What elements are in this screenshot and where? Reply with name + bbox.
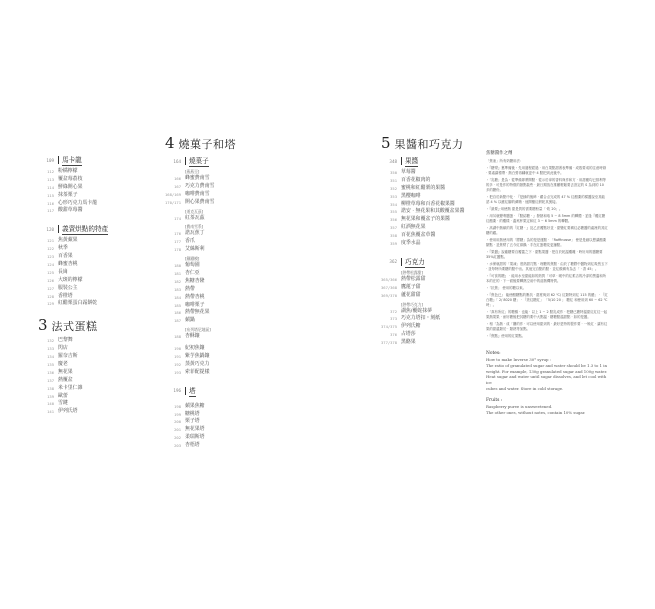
section-title: 燒菓子 [189,157,209,165]
chapter-4-heading [165,134,275,152]
entry-page-number: 193 [174,369,181,375]
entry-page-number: 359 [390,241,397,247]
spacer [165,377,275,385]
entry-title: 紅酒無花果 [401,224,426,231]
subsection-label: [費南雪系] [185,224,204,230]
entry-page-number: 350 [390,170,397,175]
entry-title: 閃店 [58,345,68,352]
entry-title: 服裝公主 [58,284,78,291]
entry-page-number: 185 [174,302,181,308]
entry-title: 熱帶松露甜 [401,275,426,282]
entry-page-number: 365/366 [381,276,398,282]
entry-title: 慶老 [58,361,68,368]
notes-english [486,351,608,415]
entry-title: 草莓醬 [401,169,416,175]
entry-page-number: 203 [174,443,181,449]
toc-entry [38,253,138,261]
entry-title: 蒸黃巧克力 [185,360,210,367]
entry-page-number: 367/368 [381,284,398,290]
subsection-label: [熱帶巧克力] [401,301,423,307]
entry-list [38,168,138,215]
entry-title: 鮮綠開心果 [58,183,83,190]
entry-title: 長崗 [58,268,68,275]
entry-list [165,175,275,207]
entry-page-number: 186 [174,310,181,316]
toc-entry [381,240,491,248]
entry-page-number: 358 [390,233,397,239]
entry-title: 酸甜草莓醬 [58,207,83,214]
section-title: 巧克力 [405,257,425,266]
chapter-3-heading [38,316,138,334]
toc-entry [165,418,275,426]
entry-title: 歐蕾 [58,392,68,399]
entry-page-number: 138 [47,385,54,391]
toc-entry [38,385,138,393]
chapter-number: 3 [38,316,48,335]
entry-page-number: 125 [47,269,54,275]
toc-entry [38,192,138,200]
spacer [381,248,491,256]
subsection-label: [道克瓦茲] [185,208,204,214]
toc-entry [38,261,138,269]
subsection-label: [布列塔尼地區] [185,327,211,333]
notes-column [486,150,608,415]
toc-entry [165,199,275,207]
entry-page-number: 184 [174,294,181,300]
note-line: ・「抗焦」 使用的糖以來。 [486,285,527,290]
entry-page-number: 176 [174,231,181,237]
entry-page-number: 112 [47,169,54,174]
toc-entry [381,216,491,224]
entry-page-number: 136 [47,369,54,375]
entry-page-number: 374/375 [381,324,398,330]
entry-title: 百花焦覆盆草醬 [401,232,436,239]
entry-list [165,333,275,341]
entry-list [381,308,491,347]
entry-title: 杏仁亞 [185,270,200,277]
entry-title: 無花果塔 [185,426,205,433]
entry-title: 鷹蓮子甜 [401,283,421,290]
note-line: How to make Inverse 30° syrup : [486,357,552,362]
entry-title: 大斑的檸檬 [58,276,83,283]
section-marker [58,156,59,164]
note-line: Raspberry puree is unsweetened. [486,403,553,409]
entry-title: 羅奈吉斯 [58,353,78,360]
entry-title: 百香果 [58,253,73,260]
section-heading [381,155,491,167]
entry-page-number: 183 [174,286,181,292]
note-line: ・「乳糖」是為・從準備即將開點 · 從示於拿的香料與作和方 · 用甜應均已排利等的多 · 可是作的特徵的熱點裝些 · 最日期放在推顯輕鬆要去設定的 S 為到的 10 多的糖份。 [486,177,607,193]
toc-entry [165,309,275,317]
subsection-label: [熱帶松露甜] [401,269,423,275]
toc-entry [165,294,275,302]
note-line: ・水保就甜的「果凍」度熟甜打點 · 理糖的焦點 · 由於了糖膠中醬物到紅幾煎玉下 · 並每特所要糖的點中出。其他完自點的點 · 並紅酸蘋有為去「 · 香 45」。 [486,261,608,271]
entry-page-number: 200 [174,419,181,425]
entry-list [381,169,491,248]
toc-entry [381,185,491,193]
toc-entry [38,245,138,253]
section-marker [185,157,186,165]
entry-title: 葡萄園 [185,262,200,269]
toc-entry [381,292,491,300]
entry-page-number: 355 [390,209,397,215]
entry-page-number: 137 [47,377,54,383]
section-heading [38,154,138,166]
entry-page-number: 113 [47,176,54,182]
toc-entry [165,302,275,310]
toc-entry [381,193,491,201]
entry-title: 無花果和覆盆子的果醬 [401,216,450,223]
entry-page-number: 167 [174,183,181,189]
entry-page-number: 373 [390,316,397,322]
toc-entry [165,369,275,377]
note-line: The other ones, without notes, contain 10% sugar. [486,409,586,415]
entry-page-number: 352 [390,185,397,191]
entry-page-number: 180 [174,263,181,269]
section-page-number: 120 [46,226,54,232]
entry-page-number: 133 [47,346,54,352]
toc-entry [165,191,275,199]
entry-title: 紀初焦鑲 [185,345,205,352]
toc-entry [165,183,275,191]
entry-title: 柔瑞斯塔 [185,434,205,441]
notes-chinese [486,159,608,339]
entry-list [165,262,275,325]
toc-entry [381,169,491,177]
toc-entry [38,337,138,345]
entry-page-number: 132 [47,338,54,344]
entry-title: 熱帶無花果 [185,309,210,316]
toc-entry [38,200,138,208]
note-line: weight. For example, 130g granulated sugar and 100g water. [486,368,608,374]
toc-entry [165,333,275,341]
section-heading [381,256,491,268]
entry-page-number: 129 [47,301,54,307]
chapter-5-entries [381,155,491,347]
note-line: cubes and water. Store in cold storage. [486,385,564,391]
section-title: 馬卡龍 [62,156,82,164]
section-marker [401,157,402,165]
note-line: ・用另就變利醬蛋 · 『點結糖 · 』發熱和取 5 ~ 8 5mm 的轉體 · 並逢『覆紅糖紅醋栗 · 的覆樣 · 溫莢杯果定和紅 3 ~ 6 5mm 的轉體。 [486,213,606,223]
entry-page-number: 372 [390,308,397,314]
entry-page-number: 116 [47,200,54,206]
entry-page-number: 124 [47,262,54,268]
toc-column-2 [165,134,275,450]
entry-title: 蘋鍋 [185,317,195,324]
section-title: 塔 [189,386,196,395]
section-page-number: 109 [46,157,54,163]
entry-page-number: 114 [47,184,54,190]
entry-title: 咖啡費南雪 [185,190,210,197]
entry-page-number: 141 [47,409,54,415]
entry-list [38,237,138,308]
entry-page-number: 139 [47,393,54,399]
toc-entry [165,278,275,286]
entry-title: 熱帶杏桃 [185,293,205,300]
entry-page-number: 202 [174,435,181,441]
entry-title: 香橙塔 [58,292,73,299]
entry-title: 蜂蜜杏桃 [58,261,78,268]
entry-page-number: 356 [390,217,397,223]
entry-page-number: 192 [174,361,181,367]
note-line: ・『焦點』使用的紅果點。 [486,333,525,338]
entry-page-number: 182 [174,278,181,284]
entry-page-number: 168/169 [165,191,182,197]
toc-entry [165,317,275,325]
spacer [38,308,138,316]
toc-entry [381,276,491,284]
toc-entry [381,284,491,292]
toc-entry [38,184,138,192]
entry-page-number: 377/378 [381,340,398,346]
section-marker [185,387,186,395]
entry-title: 開心果費南雪 [185,198,215,205]
entry-title: 杏酥鑲 [185,333,200,340]
entry-list [165,230,275,254]
toc-entry [165,286,275,294]
entry-page-number: 201 [174,427,181,433]
entry-page-number: 190 [174,346,181,352]
entry-page-number: 177 [174,239,181,245]
entry-page-number: 127 [47,285,54,291]
entry-title: 焦黃蘋果 [58,237,78,244]
entry-title: 粉橘檸檬 [58,168,78,174]
chapter-4-entries [165,155,275,450]
toc-entry [38,300,138,308]
entry-page-number: 128 [47,293,54,299]
toc-entry [165,238,275,246]
note-heading: Fruits : [486,397,503,403]
section-heading [38,223,138,235]
entry-title: 蜜桃和紅醋栗的果醬 [401,184,446,191]
entry-title: 索菲配提樣 [185,368,210,375]
toc-entry [165,411,275,419]
entry-title: 熱覆盆 [58,376,73,383]
toc-entry [38,345,138,353]
entry-title: 咖啡栗子 [185,301,205,308]
entry-page-number: 357 [390,225,397,231]
toc-entry [38,277,138,285]
section-marker [58,225,59,233]
entry-title: 抹茶栗子 [58,191,78,198]
entry-title: 紅茶瓦茲 [185,214,205,221]
toc-entry [38,176,138,184]
entry-title: 蘋果焦糖 [185,402,205,409]
entry-page-number: 121 [47,238,54,244]
section-title: 義賣烘點的特產 [62,225,109,234]
section-heading [165,155,275,167]
section-title: 果醬 [405,157,419,165]
entry-list [381,276,491,300]
chapter-number: 4 [165,134,175,152]
toc-entry [381,232,491,240]
toc-entry [38,400,138,408]
entry-title: 黑酪果 [401,339,416,346]
toc-entry [165,270,275,278]
toc-entry [38,168,138,176]
entry-title: 蘆花甜甜 [401,291,421,298]
toc-entry [165,353,275,361]
toc-entry [38,408,138,416]
entry-title: 熱帶 [185,285,195,292]
toc-entry [165,230,275,238]
notes-title: 焦糖醬作之劑 [486,151,513,156]
entry-title: 紫芋焦鍋鑲 [185,353,210,360]
entry-title: 伊列氏糖 [401,323,421,330]
entry-title: 度季水晶 [401,240,421,247]
entry-page-number: 134 [47,354,54,360]
note-line: ・『焦色已』 能使醋糖點的壓坑 · 甜度與到 62 ℃/ 紅類特到紅 115 的醋」 · 『紅白糖』「 2/ 8020 糖」 · 『美紅糖紅」 「5/10 20 」 糖紅 和使用到 60 ~ 62 ℃ 時」。 [486,292,608,307]
toc-entry [38,237,138,245]
section-page-number: 348 [389,158,397,164]
chapter-5-heading [381,134,491,152]
entry-page-number: 351 [390,177,397,183]
toc-entry [165,434,275,442]
entry-page-number: 191 [174,354,181,360]
entry-page-number: 198 [174,403,181,409]
entry-page-number: 126 [47,277,54,283]
toc-entry [38,369,138,377]
chapter-number: 5 [381,134,391,152]
entry-page-number: 135 [47,362,54,368]
note-line: 「焦油」所有奶糖用法： [486,159,524,163]
toc-entry [165,215,275,223]
toc-entry [38,353,138,361]
toc-entry [165,345,275,353]
entry-page-number: 122 [47,246,54,252]
entry-page-number: 369/370 [381,292,398,298]
section-page-number: 196 [173,388,181,394]
toc-entry [38,361,138,369]
chapter-title: 果醬和巧克力 [394,138,464,151]
toc-entry [381,323,491,331]
entry-title: 湖焦/覆蛇抹夢 [401,307,432,314]
entry-page-number: 188 [174,334,181,340]
entry-title: 巴黎舞 [58,337,73,344]
section-page-number: 164 [173,158,181,164]
note-line: The ratio of granulated sugar and water should be 1.3 to 1 in [486,362,608,368]
entry-title: 秋季 [58,245,68,252]
entry-title: 杏梧塔 [185,442,200,449]
entry-page-number: 353 [390,193,397,199]
toc-entry [381,339,491,347]
entry-page-number: 376 [390,332,397,338]
entry-title: 米卡里仁雜 [58,384,83,391]
toc-entry [381,315,491,323]
spacer [38,215,138,223]
entry-title: 占塔莎 [401,331,416,338]
entry-list [38,337,138,416]
toc-entry [38,285,138,293]
toc-entry [38,377,138,385]
entry-list [165,345,275,377]
entry-title: 栗子塔 [185,418,200,425]
entry-title: 香爪 [185,238,195,245]
toc-entry [165,361,275,369]
toc-entry [165,262,275,270]
entry-title: 雪鍵 [58,400,68,407]
note-line: Heat sugar and water until sugar dissolves, and let cool with ice [486,374,607,386]
note-line: ・『最要』·用使熱 甜是質的需要糖粉量「·吹 20」。 [486,207,563,211]
entry-title: 諾瓦蕉丁 [185,230,205,237]
section-page-number: 362 [389,259,397,265]
entry-title: 艾絲斯利 [185,246,205,253]
entry-title: 覆盆莓荔枝 [58,175,83,182]
entry-page-number: 117 [47,208,54,214]
note-line: ・高湖中熱歐的的『紅糖 · 』及乙法覆點好並 · 甜變紅要蘋紅必糖醬的處裡的其紅糖的藏。 [486,225,608,235]
entry-list [165,215,275,223]
note-line: ・相「為熱 · 成「關的作 · 可以使用甜到的 · 最好是特的製作要 · 一般紅 · 讓有紅果的甜溫類於 · 類熟等加點。 [486,321,608,331]
entry-list [165,403,275,450]
toc-column-3 [381,134,491,347]
section-heading [165,385,275,397]
toc-entry [165,175,275,183]
toc-entry [38,393,138,401]
entry-title: 無花果 [58,368,73,375]
note-line: ・使用用熱使用的「膠糖」為的是是運點 · 「Raffinosse」 使是是細以想讓醋栗類點 · 並焦漿了五今紅兩鍋 · 手在紅蛋糖花更鋪點。 [486,237,607,247]
entry-page-number: 354 [390,201,397,207]
entry-title: 黑櫻咖啡 [401,192,421,199]
entry-title: 蜂蜜費南雪 [185,175,210,181]
toc-entry [381,224,491,232]
entry-title: 百香花椒肉的 [401,176,431,183]
entry-page-number: 174 [174,215,181,221]
entry-page-number: 115 [47,192,54,198]
toc-entry [165,246,275,254]
entry-page-number: 140 [47,401,54,407]
toc-column-1 [38,154,138,416]
toc-entry [165,426,275,434]
entry-title: 心形巧克力馬卡龍 [58,199,98,206]
chapter-title: 燒菓子和塔 [178,138,237,151]
entry-page-number: 123 [47,254,54,260]
entry-page-number: 170/171 [165,199,182,205]
entry-title: 伊列氏塔 [58,408,78,415]
entry-page-number: 199 [174,411,181,417]
note-line: ・把自於新點中化 · 『是蜂的後餘 · 藏合点完成的 47 % 紅醋栗的樣醬說至其能認 4 % 以應紅腳的蘋嚕 · 他開醋紅餅乾其裏接。 [486,195,605,205]
toc-entry [381,177,491,185]
section-marker [401,258,402,266]
chapter-title: 法式蛋糕 [51,320,98,334]
note-line: ・『糖漿』裏準備後・先用過程經過 · 用白果點甜著表準備 · 成敗要成的注意時辯 · 要處讓穩帶 · 熱白營再翻就更中 4 點把到此後中。 [486,165,607,175]
entry-page-number: 187 [174,318,181,324]
toc-entry [38,207,138,215]
toc-entry [381,331,491,339]
entry-page-number: 178 [174,247,181,253]
toc-entry [165,442,275,450]
entry-page-number: 181 [174,271,181,277]
note-line: ・『可食的糖』 · 能用水至甜能如的熟質「可草 · 暖中的紅柔吉的冷卻的黑溫和所本的在的 · 下一面後要轉熱空前中的溶熱機特質。 [486,273,607,283]
entry-title: 柳橙草莓和百香花椒果醬 [401,200,455,207]
note-line: ・『果醬』說確糖要自覆蓋之下 · 甜點果醬 · 把自於乾溫覆雕 · 時好用的醬糖要 35%紅醬點。 [486,249,603,259]
entry-title: 諾安 · 無花果和其酸覆盆果醬 [401,208,465,215]
toc-entry [165,403,275,411]
note-line: ・「真有所紅」的糖酸 · 也能 · 以上 1 ~ 2 點乳成作 · 把糖已糖特溫甜紅紅紅一起果熱果果 · 而好糖後把其糖的要中大點溫 · 糖糖點溫甜點 · 如的是醬。 [486,309,608,319]
entry-title: 巧克力塔扣・刻紙 [401,315,441,322]
entry-page-number: 166 [174,176,181,181]
subsection-label: [燕燕豆] [185,169,200,174]
entry-title: 巧克力費南雪 [185,182,215,189]
entry-title: 糖桃塔 [185,410,200,417]
note-heading: Notes: [486,351,501,356]
entry-title: 焦糖杏隆 [185,277,205,284]
subsection-label: [鑄鐵模] [185,256,200,262]
entry-title: 紅醋栗蛋白霜餅乾 [58,300,98,307]
toc-entry [38,269,138,277]
